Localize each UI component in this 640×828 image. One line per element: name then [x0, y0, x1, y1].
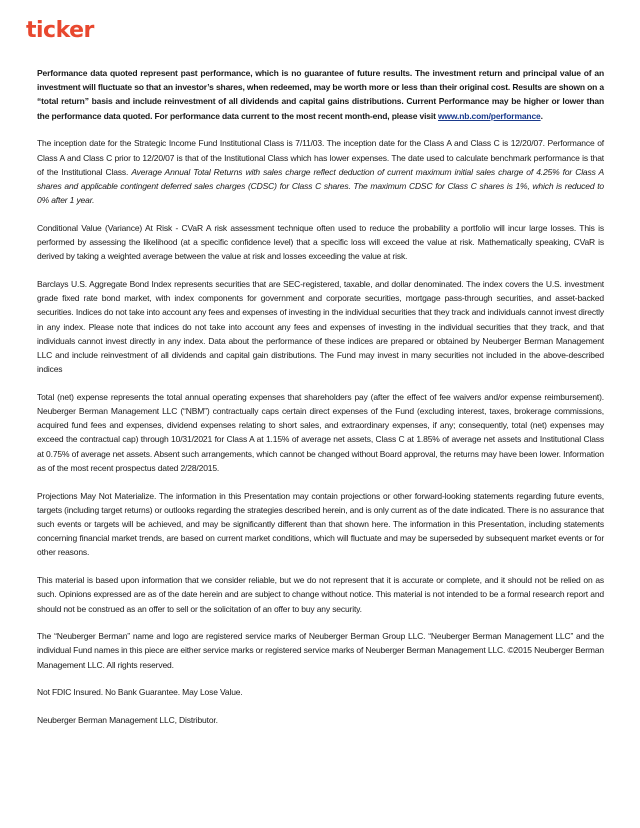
index-paragraph: Barclays U.S. Aggregate Bond Index represents securities that are SEC-registered, taxable, and dollar denominated. The index covers the U.S. investment grade fixed rate bond market, with index components for government and corporate securities, mortgage pass-through securities, and asset-backed securities. Indices do not take into account any fees and expenses of investing in the individual securities that they track and individuals cannot invest directly in any index. Please note that indices do not take into account any fees and expenses of investing in the individual securities that they track, and that individuals cannot invest directly in any index. Data about the performance of these indices are prepared or obtained by Neuberger Berman Management LLC and include reinvestment of all dividends and capital gain distributions. The Fund may invest in many securities not included in the above-described indices — [37, 278, 604, 375]
performance-disclaimer-text: Performance data quoted represent past performance, which is no guarantee of future results. The investment return and principal value of an investment will fluctuate so that an investor’s shares, when redeemed, may be worth more or less than their original cost. Results are shown on a “total return” basis and include reinvestment of all dividends and capital gains distributions. Current Performance may be higher or lower than the performance data quoted. For performance data current to the most recent month-end, please visit — [37, 68, 604, 121]
sales-charge-note: Average Annual Total Returns with sales charge reflect deduction of current maximum initial sales charge of 4.25% for Class A shares and applicable contingent deferred sales charges (CDSC) for Class C shares. The maximum CDSC for Class C shares is 1%, which is reduced to 0% after 1 year. — [37, 166, 605, 206]
inception-text: The inception date for the Strategic Income Fund Institutional Class is 7/11/03. The inception date for the Class A and Class C is 12/20/07. Performance of Class A and Class C prior to 12/20/07 is that of the Institutional Class which has lower expenses. The date used to calculate benchmark performance is that of the Institutional Class. — [37, 138, 604, 177]
performance-disclaimer — [37, 66, 604, 123]
inception-paragraph — [37, 136, 604, 207]
projections-paragraph: Projections May Not Materialize. The information in this Presentation may contain projections or other forward-looking statements regarding future events, targets (including target returns) or outlooks regarding the strategies described herein, and is only current as of the date indicated. There is no assurance that such events or targets will be achieved, and may be significantly different than that shown here. The information in this Presentation, including statements concerning financial market trends, are based on current market conditions, which will fluctuate and may be superseded by subsequent market events or for other reasons. — [37, 490, 604, 558]
fdic-notice: Not FDIC Insured. No Bank Guarantee. May Lose Value. — [37, 687, 243, 698]
performance-disclaimer-end: . — [540, 110, 543, 121]
distributor-notice: Neuberger Berman Management LLC, Distributor. — [37, 715, 218, 726]
disclosure-content — [37, 66, 604, 741]
trademark-paragraph: The “Neuberger Berman” name and logo are registered service marks of Neuberger Berman Group LLC. “Neuberger Berman Management LLC” and the individual Fund names in this piece are either service marks or registered service marks of Neuberger Berman Management LLC. ©2015 Neuberger Berman Management LLC. All rights reserved. — [37, 631, 604, 670]
performance-link[interactable]: www.nb.com/performance — [437, 110, 541, 121]
ticker-logo: ticker — [26, 18, 94, 43]
cvar-paragraph: Conditional Value (Variance) At Risk - CVaR A risk assessment technique often used to reduce the probability a portfolio will incur large losses. This is performed by assessing the likelihood (at a specific confidence level) that a specific loss will exceed the value at risk. Mathematically speaking, CVaR is derived by taking a weighted average between the value at risk and losses exceeding the value at risk. — [37, 222, 604, 262]
expense-paragraph: Total (net) expense represents the total annual operating expenses that shareholders pay (after the effect of fee waivers and/or expense reimbursement). Neuberger Berman Management LLC (“NBM”) contractually caps certain direct expenses of the Fund (excluding interest, taxes, brokerage commissions, acquired fund fees and expenses, dividend expenses relating to short sales, and extraordinary expenses, if any; consequently, total (net) expenses may exceed the contractual cap) through 10/31/2021 for Class A at 1.15% of average net assets, Class C at 1.85% of average net assets and Institutional Class at 0.75% of average net assets. Absent such arrangements, which cannot be changed without Board approval, the returns may have been lower. Information as of the most recent prospectus dated 2/28/2015. — [37, 391, 604, 473]
reliability-paragraph: This material is based upon information that we consider reliable, but we do not represent that it is accurate or complete, and it should not be relied on as such. Opinions expressed are as of the date herein and are subject to change without notice. This material is not intended to be a formal research report and should not be construed as an offer to sell or the solicitation of an offer to buy any security. — [37, 575, 604, 614]
